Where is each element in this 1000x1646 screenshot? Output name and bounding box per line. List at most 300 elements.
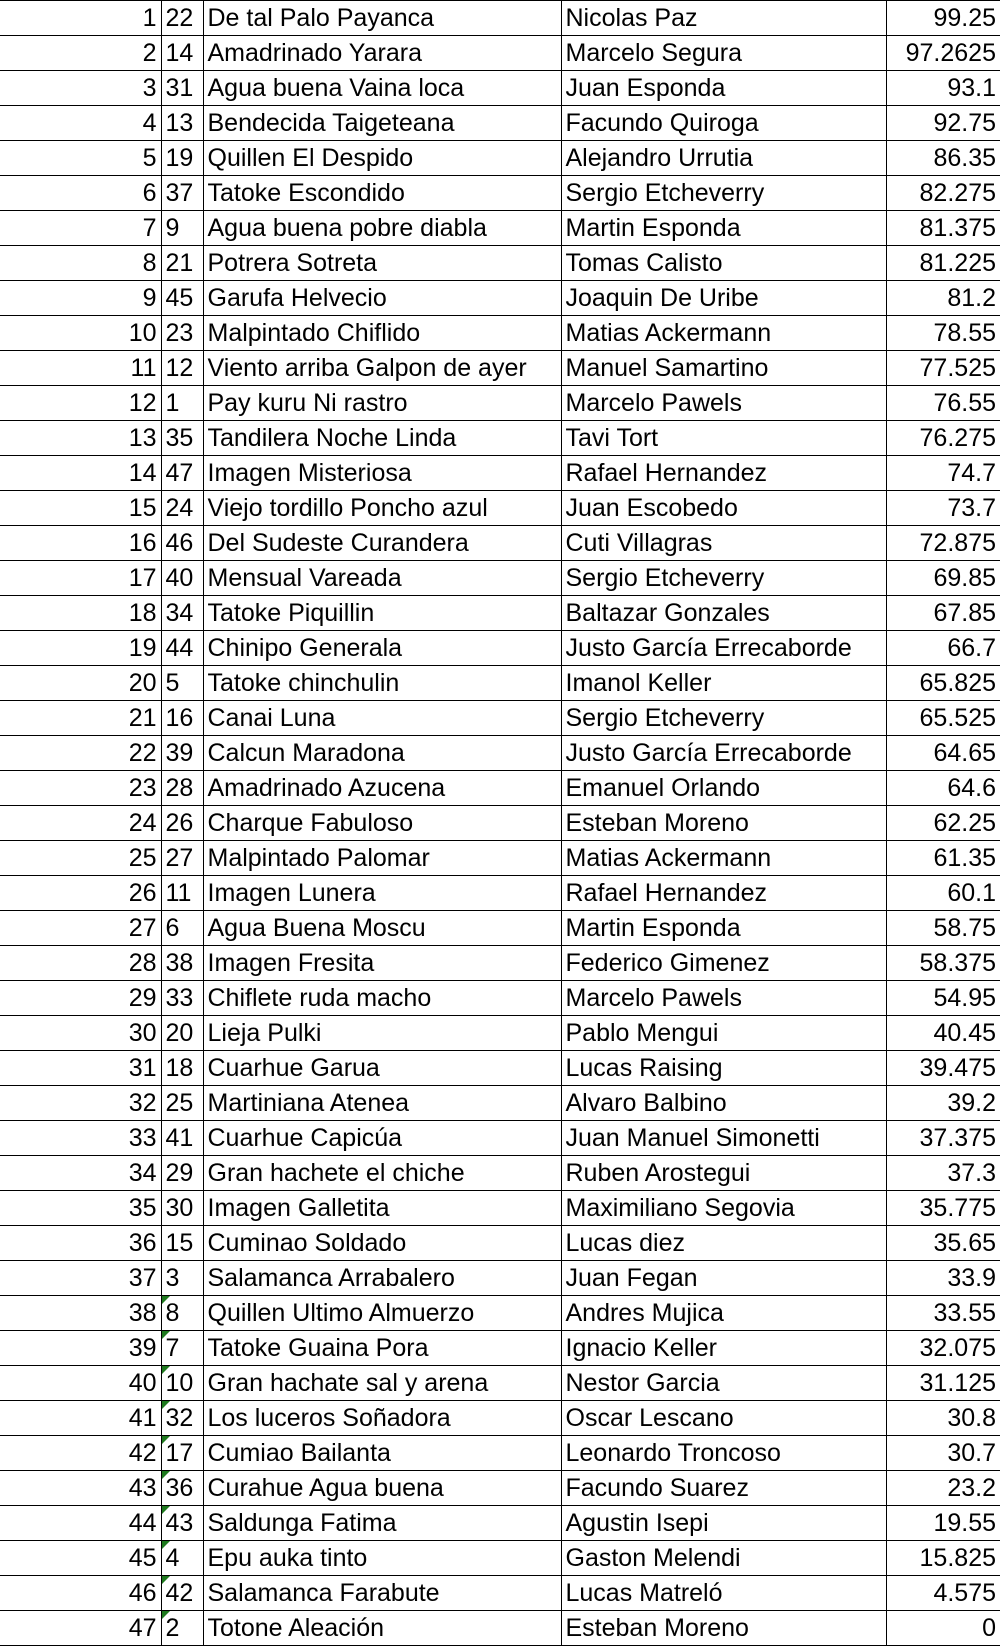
score-cell[interactable] (886, 1471, 1000, 1506)
name-cell[interactable] (203, 771, 561, 806)
name-cell[interactable] (203, 876, 561, 911)
rank-cell[interactable] (0, 561, 161, 596)
rank-cell[interactable] (0, 736, 161, 771)
entry-number-cell[interactable] (161, 141, 203, 176)
score-cell[interactable] (886, 1331, 1000, 1366)
table-row (0, 981, 1000, 1016)
rank-cell-text: 37 (128, 1264, 157, 1292)
entry-number-cell[interactable] (161, 806, 203, 841)
owner-cell[interactable] (561, 526, 886, 561)
owner-cell[interactable] (561, 141, 886, 176)
rank-cell[interactable] (0, 841, 161, 876)
name-cell[interactable] (203, 1191, 561, 1226)
name-cell[interactable] (203, 1331, 561, 1366)
score-cell-text: 66.7 (947, 634, 996, 662)
entry-number-cell[interactable] (161, 1121, 203, 1156)
owner-cell-text: Juan Esponda (565, 74, 726, 102)
cell-comment-indicator-icon (162, 1366, 170, 1374)
name-cell[interactable] (203, 1016, 561, 1051)
rank-cell[interactable] (0, 386, 161, 421)
owner-cell[interactable] (561, 1086, 886, 1121)
score-cell[interactable] (886, 386, 1000, 421)
name-cell[interactable] (203, 351, 561, 386)
score-cell-text: 76.275 (919, 424, 996, 452)
rank-cell[interactable] (0, 71, 161, 106)
score-cell[interactable] (886, 1576, 1000, 1611)
entry-number-cell[interactable] (161, 911, 203, 946)
entry-number-cell[interactable] (161, 771, 203, 806)
name-cell[interactable] (203, 141, 561, 176)
entry-number-cell[interactable] (161, 71, 203, 106)
rank-cell[interactable] (0, 491, 161, 526)
name-cell[interactable] (203, 71, 561, 106)
rank-cell[interactable] (0, 1121, 161, 1156)
owner-cell[interactable] (561, 1331, 886, 1366)
rank-cell[interactable] (0, 1401, 161, 1436)
name-cell-text: Gran hachate sal y arena (207, 1369, 489, 1397)
score-cell[interactable] (886, 351, 1000, 386)
rank-cell-text: 39 (128, 1334, 157, 1362)
owner-cell[interactable] (561, 1051, 886, 1086)
owner-cell[interactable] (561, 981, 886, 1016)
owner-cell[interactable] (561, 386, 886, 421)
entry-number-cell[interactable] (161, 876, 203, 911)
owner-cell[interactable] (561, 71, 886, 106)
score-cell-text: 86.35 (933, 144, 996, 172)
entry-number-cell[interactable] (161, 1611, 203, 1646)
rank-cell[interactable] (0, 1331, 161, 1366)
name-cell-text: Tandilera Noche Linda (207, 424, 457, 452)
entry-number-cell[interactable] (161, 736, 203, 771)
entry-number-cell[interactable] (161, 211, 203, 246)
score-cell[interactable] (886, 526, 1000, 561)
entry-number-cell[interactable] (161, 1576, 203, 1611)
rank-cell[interactable] (0, 1016, 161, 1051)
owner-cell[interactable] (561, 1541, 886, 1576)
rank-cell-text: 34 (128, 1159, 157, 1187)
rank-cell[interactable] (0, 1051, 161, 1086)
rank-cell-text: 42 (128, 1439, 157, 1467)
rank-cell-text: 18 (128, 599, 157, 627)
table-row (0, 526, 1000, 561)
rank-cell[interactable] (0, 351, 161, 386)
score-cell[interactable] (886, 1156, 1000, 1191)
score-cell[interactable] (886, 106, 1000, 141)
name-cell[interactable] (203, 1366, 561, 1401)
owner-cell[interactable] (561, 421, 886, 456)
entry-number-cell[interactable] (161, 526, 203, 561)
rank-cell[interactable] (0, 1086, 161, 1121)
table-row (0, 71, 1000, 106)
score-cell-text: 74.7 (947, 459, 996, 487)
rank-cell[interactable] (0, 141, 161, 176)
score-cell[interactable] (886, 211, 1000, 246)
table-row (0, 1506, 1000, 1541)
name-cell[interactable] (203, 211, 561, 246)
rank-cell[interactable] (0, 1506, 161, 1541)
owner-cell-text: Martin Esponda (565, 214, 741, 242)
entry-number-cell-text: 29 (165, 1159, 194, 1187)
owner-cell[interactable] (561, 176, 886, 211)
entry-number-cell[interactable] (161, 1226, 203, 1261)
owner-cell[interactable] (561, 841, 886, 876)
name-cell-text: Mensual Vareada (207, 564, 402, 592)
table-row (0, 701, 1000, 736)
score-cell[interactable] (886, 736, 1000, 771)
score-cell[interactable] (886, 981, 1000, 1016)
entry-number-cell[interactable] (161, 1086, 203, 1121)
name-cell[interactable] (203, 1156, 561, 1191)
owner-cell[interactable] (561, 1191, 886, 1226)
score-cell[interactable] (886, 561, 1000, 596)
entry-number-cell[interactable] (161, 1, 203, 36)
score-cell[interactable] (886, 1506, 1000, 1541)
rank-cell[interactable] (0, 246, 161, 281)
rank-cell[interactable] (0, 981, 161, 1016)
entry-number-cell[interactable] (161, 1051, 203, 1086)
rank-cell[interactable] (0, 806, 161, 841)
owner-cell[interactable] (561, 666, 886, 701)
owner-cell[interactable] (561, 491, 886, 526)
score-cell[interactable] (886, 631, 1000, 666)
entry-number-cell-text: 1 (165, 389, 180, 417)
rank-cell[interactable] (0, 1611, 161, 1646)
owner-cell-text: Rafael Hernandez (565, 459, 768, 487)
owner-cell[interactable] (561, 1261, 886, 1296)
entry-number-cell[interactable] (161, 316, 203, 351)
entry-number-cell[interactable] (161, 946, 203, 981)
name-cell[interactable] (203, 1121, 561, 1156)
entry-number-cell[interactable] (161, 106, 203, 141)
rank-cell[interactable] (0, 1, 161, 36)
score-cell[interactable] (886, 316, 1000, 351)
score-cell[interactable] (886, 666, 1000, 701)
entry-number-cell[interactable] (161, 1541, 203, 1576)
owner-cell[interactable] (561, 36, 886, 71)
score-cell-text: 32.075 (919, 1334, 996, 1362)
owner-cell[interactable] (561, 911, 886, 946)
rank-cell-text: 20 (128, 669, 157, 697)
score-cell[interactable] (886, 1226, 1000, 1261)
owner-cell[interactable] (561, 1471, 886, 1506)
entry-number-cell[interactable] (161, 456, 203, 491)
name-cell[interactable] (203, 456, 561, 491)
rank-cell[interactable] (0, 316, 161, 351)
rank-cell[interactable] (0, 1296, 161, 1331)
entry-number-cell[interactable] (161, 1296, 203, 1331)
table-row (0, 176, 1000, 211)
name-cell[interactable] (203, 666, 561, 701)
entry-number-cell[interactable] (161, 666, 203, 701)
score-cell[interactable] (886, 596, 1000, 631)
owner-cell[interactable] (561, 561, 886, 596)
owner-cell[interactable] (561, 631, 886, 666)
owner-cell[interactable] (561, 1226, 886, 1261)
name-cell[interactable] (203, 1576, 561, 1611)
name-cell[interactable] (203, 1296, 561, 1331)
name-cell[interactable] (203, 1, 561, 36)
rank-cell-text: 1 (142, 4, 157, 32)
owner-cell[interactable] (561, 736, 886, 771)
rank-cell-text: 15 (128, 494, 157, 522)
owner-cell-text: Matias Ackermann (565, 319, 772, 347)
owner-cell[interactable] (561, 211, 886, 246)
owner-cell[interactable] (561, 246, 886, 281)
owner-cell[interactable] (561, 1576, 886, 1611)
rank-cell[interactable] (0, 1191, 161, 1226)
entry-number-cell[interactable] (161, 1506, 203, 1541)
name-cell-text: Malpintado Palomar (207, 844, 430, 872)
name-cell[interactable] (203, 491, 561, 526)
rank-cell[interactable] (0, 666, 161, 701)
entry-number-cell[interactable] (161, 631, 203, 666)
owner-cell[interactable] (561, 876, 886, 911)
entry-number-cell[interactable] (161, 981, 203, 1016)
name-cell[interactable] (203, 386, 561, 421)
score-cell[interactable] (886, 141, 1000, 176)
entry-number-cell[interactable] (161, 491, 203, 526)
entry-number-cell[interactable] (161, 1191, 203, 1226)
rank-cell-text: 24 (128, 809, 157, 837)
entry-number-cell[interactable] (161, 1156, 203, 1191)
rank-cell[interactable] (0, 456, 161, 491)
name-cell[interactable] (203, 981, 561, 1016)
score-cell-text: 19.55 (933, 1509, 996, 1537)
rank-cell[interactable] (0, 876, 161, 911)
owner-cell[interactable] (561, 1611, 886, 1646)
score-cell-text: 67.85 (933, 599, 996, 627)
owner-cell[interactable] (561, 1296, 886, 1331)
score-cell[interactable] (886, 1611, 1000, 1646)
score-cell[interactable] (886, 1296, 1000, 1331)
owner-cell-text: Joaquin De Uribe (565, 284, 759, 312)
score-cell[interactable] (886, 1086, 1000, 1121)
score-cell[interactable] (886, 911, 1000, 946)
name-cell[interactable] (203, 1261, 561, 1296)
owner-cell[interactable] (561, 1016, 886, 1051)
name-cell[interactable] (203, 1401, 561, 1436)
rank-cell[interactable] (0, 1226, 161, 1261)
rank-cell-text: 10 (128, 319, 157, 347)
rank-cell[interactable] (0, 771, 161, 806)
name-cell[interactable] (203, 1471, 561, 1506)
entry-number-cell-text: 36 (165, 1474, 194, 1502)
owner-cell[interactable] (561, 351, 886, 386)
rank-cell[interactable] (0, 1436, 161, 1471)
score-cell[interactable] (886, 841, 1000, 876)
name-cell[interactable] (203, 1051, 561, 1086)
name-cell[interactable] (203, 1611, 561, 1646)
name-cell[interactable] (203, 176, 561, 211)
name-cell[interactable] (203, 596, 561, 631)
rank-cell[interactable] (0, 106, 161, 141)
score-cell[interactable] (886, 456, 1000, 491)
rank-cell[interactable] (0, 281, 161, 316)
entry-number-cell-text: 7 (165, 1334, 180, 1362)
entry-number-cell[interactable] (161, 1366, 203, 1401)
name-cell[interactable] (203, 1226, 561, 1261)
name-cell[interactable] (203, 36, 561, 71)
score-cell-text: 81.225 (919, 249, 996, 277)
name-cell[interactable] (203, 246, 561, 281)
entry-number-cell[interactable] (161, 351, 203, 386)
table-row (0, 1611, 1000, 1646)
name-cell[interactable] (203, 1436, 561, 1471)
owner-cell[interactable] (561, 771, 886, 806)
score-cell[interactable] (886, 806, 1000, 841)
rank-cell-text: 47 (128, 1614, 157, 1642)
score-cell[interactable] (886, 1191, 1000, 1226)
owner-cell[interactable] (561, 946, 886, 981)
rank-cell[interactable] (0, 176, 161, 211)
name-cell[interactable] (203, 1506, 561, 1541)
name-cell[interactable] (203, 421, 561, 456)
entry-number-cell[interactable] (161, 1016, 203, 1051)
score-cell[interactable] (886, 71, 1000, 106)
entry-number-cell-text: 33 (165, 984, 194, 1012)
score-cell[interactable] (886, 1366, 1000, 1401)
rank-cell[interactable] (0, 596, 161, 631)
name-cell[interactable] (203, 106, 561, 141)
rank-cell[interactable] (0, 1471, 161, 1506)
entry-number-cell[interactable] (161, 246, 203, 281)
score-cell[interactable] (886, 701, 1000, 736)
entry-number-cell[interactable] (161, 386, 203, 421)
owner-cell[interactable] (561, 1, 886, 36)
rank-cell[interactable] (0, 1261, 161, 1296)
score-cell-text: 92.75 (933, 109, 996, 137)
entry-number-cell-text: 10 (165, 1369, 194, 1397)
score-cell[interactable] (886, 1541, 1000, 1576)
score-cell[interactable] (886, 946, 1000, 981)
score-cell[interactable] (886, 876, 1000, 911)
owner-cell-text: Tavi Tort (565, 424, 659, 452)
owner-cell[interactable] (561, 106, 886, 141)
rank-cell[interactable] (0, 36, 161, 71)
score-cell[interactable] (886, 1401, 1000, 1436)
name-cell[interactable] (203, 946, 561, 981)
score-cell[interactable] (886, 1016, 1000, 1051)
rank-cell[interactable] (0, 1366, 161, 1401)
entry-number-cell-text: 8 (165, 1299, 180, 1327)
entry-number-cell[interactable] (161, 1331, 203, 1366)
rank-cell-text: 40 (128, 1369, 157, 1397)
score-cell[interactable] (886, 1, 1000, 36)
entry-number-cell[interactable] (161, 176, 203, 211)
name-cell-text: Totone Aleación (207, 1614, 385, 1642)
rank-cell[interactable] (0, 701, 161, 736)
rank-cell[interactable] (0, 211, 161, 246)
owner-cell[interactable] (561, 316, 886, 351)
rank-cell[interactable] (0, 1576, 161, 1611)
entry-number-cell[interactable] (161, 596, 203, 631)
name-cell-text: Tatoke Escondido (207, 179, 405, 207)
name-cell[interactable] (203, 736, 561, 771)
name-cell-text: Malpintado Chiflido (207, 319, 421, 347)
owner-cell-text: Nestor Garcia (565, 1369, 720, 1397)
name-cell[interactable] (203, 631, 561, 666)
score-cell[interactable] (886, 36, 1000, 71)
score-cell[interactable] (886, 771, 1000, 806)
table-row (0, 596, 1000, 631)
entry-number-cell[interactable] (161, 841, 203, 876)
score-cell-text: 35.65 (933, 1229, 996, 1257)
entry-number-cell[interactable] (161, 36, 203, 71)
name-cell[interactable] (203, 561, 561, 596)
owner-cell[interactable] (561, 806, 886, 841)
name-cell[interactable] (203, 911, 561, 946)
score-cell[interactable] (886, 1121, 1000, 1156)
score-cell[interactable] (886, 281, 1000, 316)
owner-cell[interactable] (561, 1121, 886, 1156)
name-cell[interactable] (203, 316, 561, 351)
score-cell-text: 77.525 (919, 354, 996, 382)
name-cell-text: Cumiao Bailanta (207, 1439, 391, 1467)
name-cell-text: Del Sudeste Curandera (207, 529, 469, 557)
owner-cell[interactable] (561, 456, 886, 491)
rank-cell[interactable] (0, 631, 161, 666)
name-cell[interactable] (203, 281, 561, 316)
owner-cell[interactable] (561, 1506, 886, 1541)
owner-cell[interactable] (561, 1401, 886, 1436)
rank-cell[interactable] (0, 421, 161, 456)
score-cell[interactable] (886, 1261, 1000, 1296)
name-cell[interactable] (203, 841, 561, 876)
score-cell[interactable] (886, 491, 1000, 526)
entry-number-cell[interactable] (161, 1436, 203, 1471)
owner-cell-text: Sergio Etcheverry (565, 564, 765, 592)
name-cell[interactable] (203, 701, 561, 736)
name-cell[interactable] (203, 526, 561, 561)
table-row (0, 141, 1000, 176)
rank-cell[interactable] (0, 526, 161, 561)
score-cell[interactable] (886, 246, 1000, 281)
rank-cell[interactable] (0, 946, 161, 981)
entry-number-cell-text: 28 (165, 774, 194, 802)
rank-cell-text: 26 (128, 879, 157, 907)
name-cell[interactable] (203, 1086, 561, 1121)
owner-cell[interactable] (561, 596, 886, 631)
rank-cell[interactable] (0, 1541, 161, 1576)
entry-number-cell[interactable] (161, 1261, 203, 1296)
owner-cell-text: Facundo Quiroga (565, 109, 759, 137)
owner-cell[interactable] (561, 1366, 886, 1401)
rank-cell[interactable] (0, 1156, 161, 1191)
entry-number-cell[interactable] (161, 281, 203, 316)
name-cell[interactable] (203, 1541, 561, 1576)
score-cell[interactable] (886, 1051, 1000, 1086)
score-cell-text: 81.375 (919, 214, 996, 242)
entry-number-cell[interactable] (161, 421, 203, 456)
owner-cell[interactable] (561, 701, 886, 736)
entry-number-cell-text: 2 (165, 1614, 180, 1642)
entry-number-cell[interactable] (161, 561, 203, 596)
owner-cell-text: Rafael Hernandez (565, 879, 768, 907)
rank-cell-text: 8 (142, 249, 157, 277)
rank-cell[interactable] (0, 911, 161, 946)
owner-cell[interactable] (561, 281, 886, 316)
score-cell[interactable] (886, 1436, 1000, 1471)
owner-cell[interactable] (561, 1156, 886, 1191)
owner-cell[interactable] (561, 1436, 886, 1471)
score-cell-text: 62.25 (933, 809, 996, 837)
score-cell[interactable] (886, 421, 1000, 456)
entry-number-cell[interactable] (161, 701, 203, 736)
entry-number-cell[interactable] (161, 1401, 203, 1436)
score-cell[interactable] (886, 176, 1000, 211)
name-cell[interactable] (203, 806, 561, 841)
entry-number-cell[interactable] (161, 1471, 203, 1506)
